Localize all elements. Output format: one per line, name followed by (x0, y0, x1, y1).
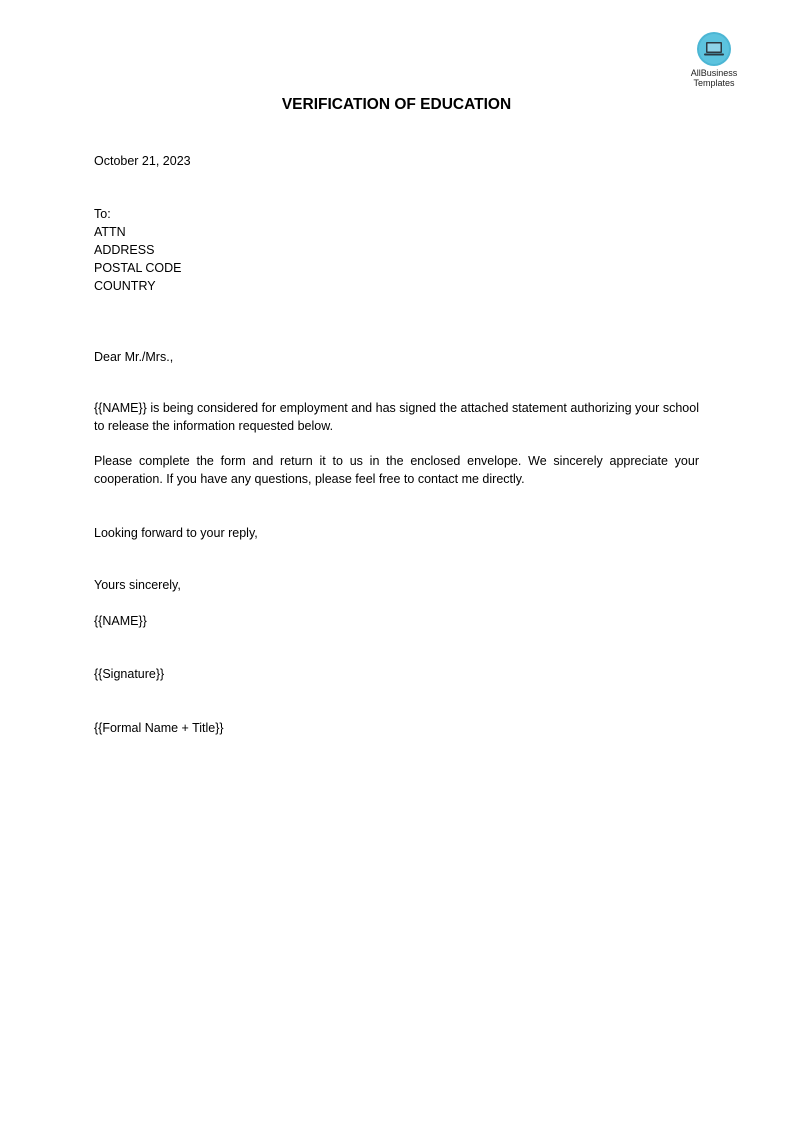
laptop-icon (697, 32, 731, 66)
sign-off: Yours sincerely, (94, 578, 181, 592)
signature-placeholder: {{Signature}} (94, 667, 165, 681)
recipient-to-label: To: (94, 207, 111, 221)
formal-name-title: {{Formal Name + Title}} (94, 721, 224, 735)
sender-name: {{NAME}} (94, 614, 147, 628)
closing-line: Looking forward to your reply, (94, 526, 258, 540)
logo-text-line2: Templates (693, 78, 735, 88)
logo-text-line1: AllBusiness (690, 68, 738, 78)
recipient-attn: ATTN (94, 225, 126, 239)
recipient-country: COUNTRY (94, 279, 156, 293)
body-paragraph-2: Please complete the form and return it to us in the enclosed envelope. We sincerely appreciate your cooperation. If you have any questions, please feel free to contact me directly. (94, 454, 699, 486)
recipient-address: ADDRESS (94, 243, 155, 257)
recipient-postal-code: POSTAL CODE (94, 261, 182, 275)
salutation: Dear Mr./Mrs., (94, 350, 174, 364)
document-title: VERIFICATION OF EDUCATION (281, 96, 512, 113)
letter-date: October 21, 2023 (94, 154, 191, 168)
body-paragraph-1: {{NAME}} is being considered for employment and has signed the attached statement authorizing your school to release the information requested below. (94, 401, 699, 433)
brand-logo (682, 32, 746, 88)
